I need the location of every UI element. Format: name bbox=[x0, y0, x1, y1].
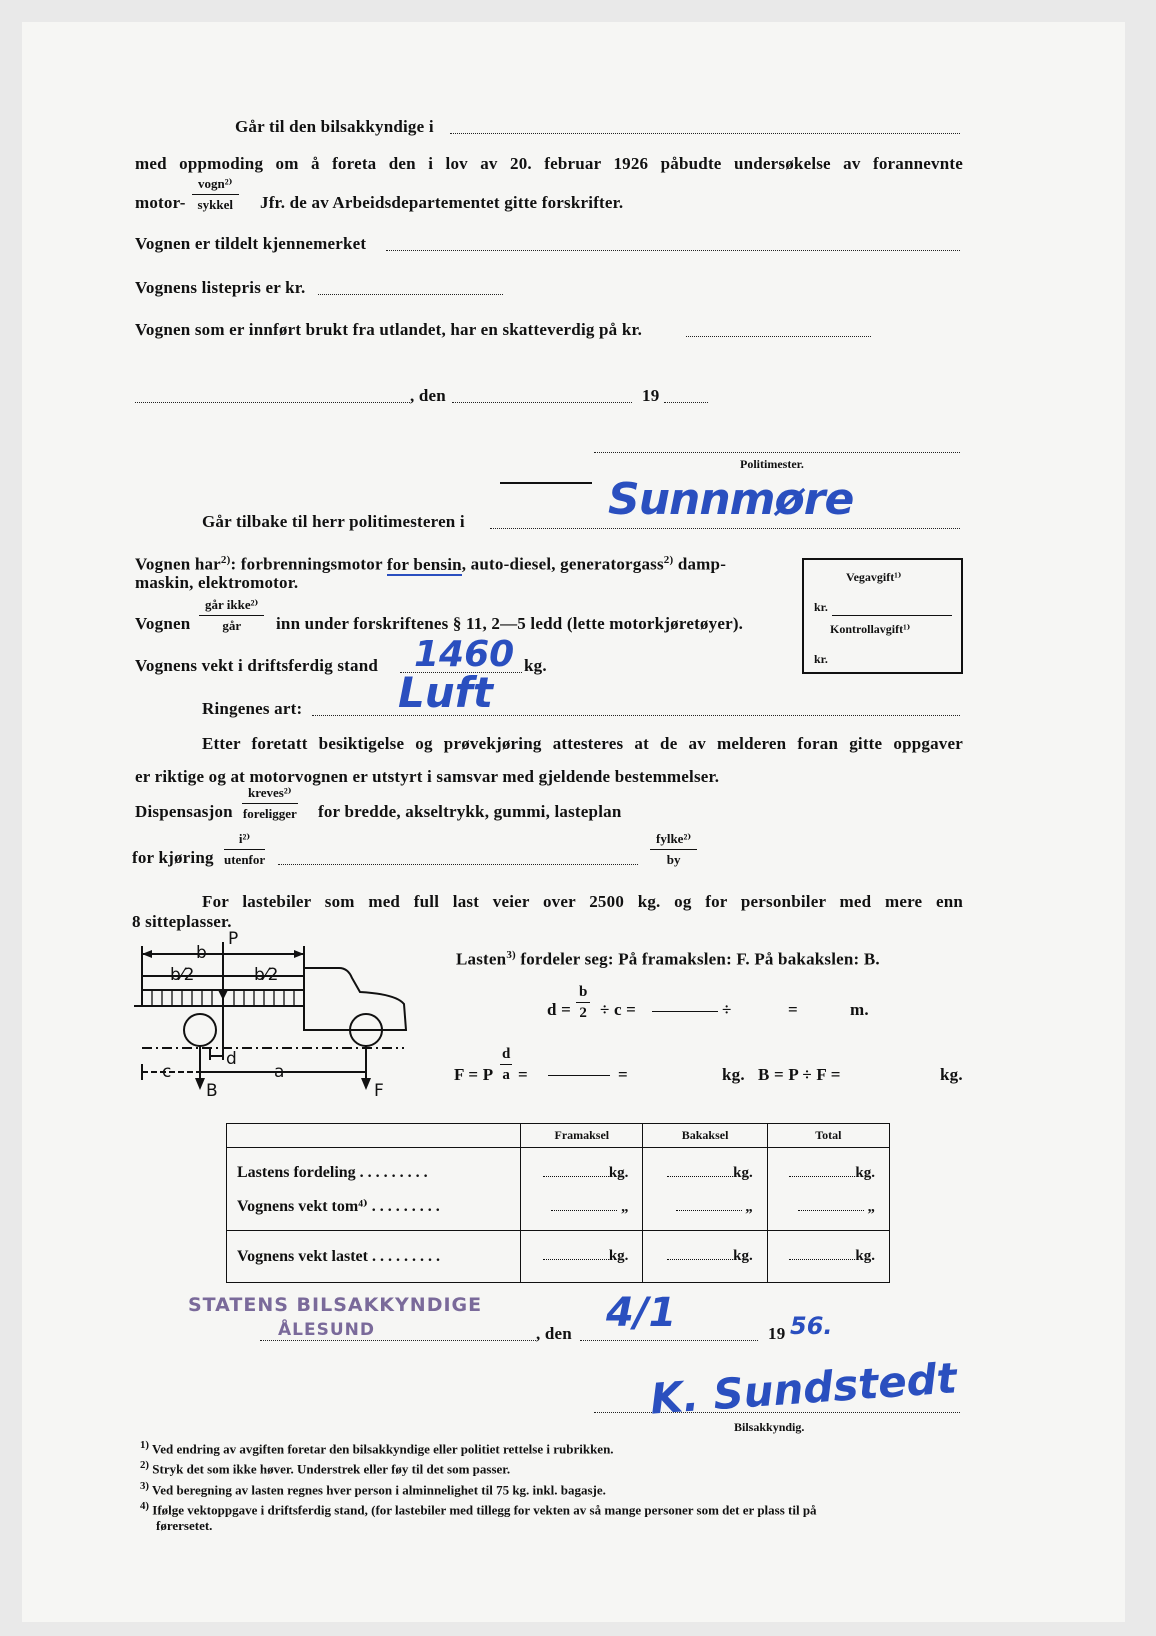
row-label-tom: Vognens vekt tom⁴⁾ . . . . . . . . . bbox=[237, 1197, 440, 1215]
label-a: a bbox=[274, 1062, 285, 1082]
dispensation-suffix: for bredde, akseltrykk, gummi, lasteplan bbox=[318, 802, 622, 821]
tyres-label: Ringenes art: bbox=[202, 699, 303, 718]
load-text-b: fordeler seg: På framakslen: F. På bakakslen: B. bbox=[515, 949, 880, 969]
handwritten-signature: K. Sundstedt bbox=[648, 1353, 959, 1424]
footnotes bbox=[140, 1437, 817, 1534]
closing-den-label: , den bbox=[536, 1324, 572, 1343]
label-d: d bbox=[226, 1049, 237, 1069]
closing-year-label: 19 bbox=[768, 1324, 786, 1343]
b-expression: B = P ÷ F = bbox=[758, 1065, 841, 1084]
f-eq2: = bbox=[618, 1065, 628, 1084]
goes-back-label: Går tilbake til herr politimesteren i bbox=[202, 512, 465, 531]
engine-text-c: , auto-diesel, generatorgass bbox=[461, 554, 664, 574]
trucks-line1: For lastebiler som med full last veier over 2500 kg. og for personbiler med mere enn bbox=[202, 892, 963, 911]
label-c: c bbox=[162, 1062, 172, 1082]
table-header-framaksel: Framaksel bbox=[521, 1124, 643, 1148]
row-label-lastens: Lastens fordeling . . . . . . . . . bbox=[237, 1163, 428, 1181]
vegavgift-kr: kr. bbox=[814, 600, 828, 614]
dispensation-fraction bbox=[242, 785, 298, 822]
fee-box bbox=[802, 558, 963, 674]
request-text: med oppmoding om å foreta den i lov av 20. februar 1926 påbudte undersøkelse av forannevnte bbox=[135, 154, 963, 173]
motor-fraction bbox=[192, 176, 239, 213]
closing-date-field[interactable] bbox=[580, 1340, 758, 1341]
cell-lastens-total[interactable]: kg. bbox=[768, 1156, 875, 1190]
col-framaksel-top[interactable] bbox=[521, 1147, 643, 1230]
rules-prefix: Vognen bbox=[135, 614, 191, 633]
goes-to-field[interactable] bbox=[450, 133, 960, 134]
load-sup: 3) bbox=[506, 949, 516, 961]
engine-text-a: Vognen har bbox=[135, 554, 221, 574]
footnote-1: $^{1)}$ Ved endring av avgiften foretar den bilsakkyndige eller politiet rettelse i rubrikken. bbox=[140, 1439, 614, 1457]
weight-label: Vognens vekt i driftsferdig stand bbox=[135, 656, 379, 675]
label-b: b bbox=[196, 943, 207, 963]
section-divider bbox=[500, 482, 592, 484]
driving-field[interactable] bbox=[278, 864, 638, 865]
handwritten-weight: 1460 bbox=[414, 634, 515, 675]
engine-underlined-option: for bensin bbox=[386, 554, 462, 574]
rules-fraction-bottom: går bbox=[222, 618, 242, 633]
col-total-top[interactable] bbox=[767, 1147, 889, 1230]
d-lhs: d = bbox=[547, 1000, 571, 1019]
handwritten-date: 4/1 bbox=[606, 1290, 677, 1336]
cell-lastens-bakaksel[interactable]: kg. bbox=[643, 1156, 752, 1190]
trucks-line2: 8 sitteplasser. bbox=[132, 912, 232, 931]
cell-tom-bakaksel[interactable]: „ bbox=[643, 1190, 752, 1224]
listprice-label: Vognens listepris er kr. bbox=[135, 278, 306, 297]
handwritten-place: Sunnmøre bbox=[608, 474, 854, 525]
politimester-label: Politimester. bbox=[740, 457, 804, 471]
import-field[interactable] bbox=[686, 336, 871, 337]
driving-fraction-top: i²⁾ bbox=[224, 831, 265, 850]
label-b-half-left: b⁄2 bbox=[170, 965, 195, 985]
year-field[interactable] bbox=[664, 402, 708, 403]
bilsakkyndig-label: Bilsakkyndig. bbox=[734, 1420, 805, 1434]
dispensation-fraction-top: kreves²⁾ bbox=[242, 785, 298, 804]
driving-prefix: for kjøring bbox=[132, 848, 214, 867]
import-label: Vognen som er innført brukt fra utlandet, har en skatteverdig på kr. bbox=[135, 320, 643, 339]
label-B: B bbox=[206, 1081, 218, 1096]
cell-tom-framaksel[interactable]: „ bbox=[521, 1190, 628, 1224]
f-fraction-top: d bbox=[500, 1046, 512, 1065]
engine-line2: maskin, elektromotor. bbox=[135, 573, 299, 592]
region-fraction-bottom: by bbox=[666, 852, 681, 867]
d-fraction-top: b bbox=[576, 984, 590, 1003]
driving-fraction bbox=[224, 831, 265, 868]
region-fraction-top: fylke²⁾ bbox=[650, 831, 697, 850]
d-eq: = bbox=[788, 1000, 798, 1019]
d-unit: m. bbox=[850, 1000, 869, 1019]
d-fraction-bottom: 2 bbox=[579, 1005, 587, 1021]
office-stamp-line1: STATENS BILSAKKYNDIGE bbox=[188, 1294, 483, 1316]
region-fraction bbox=[650, 831, 697, 868]
f-fraction bbox=[500, 1046, 512, 1084]
closing-place-field[interactable] bbox=[260, 1340, 536, 1341]
table-row-labels-top bbox=[227, 1147, 521, 1230]
axle-load-table bbox=[226, 1123, 890, 1283]
footnote-3: $^{3)}$ Ved beregning av lasten regnes hver person i alminnelighet til 75 kg. inkl. bagasje. bbox=[140, 1479, 606, 1497]
form-sheet bbox=[22, 22, 1125, 1622]
footnote-4: $^{4)}$ Ifølge vektoppgave i driftsferdig stand, (for lastebiler med tillegg for vekten av så mange personer som det er plass til på bbox=[140, 1499, 817, 1518]
d-fraction bbox=[576, 984, 590, 1022]
label-b-half-right: b⁄2 bbox=[254, 965, 279, 985]
kontrollavgift-label: Kontrollavgift¹⁾ bbox=[830, 622, 911, 636]
politimester-signature-field[interactable] bbox=[594, 452, 960, 453]
office-stamp-line2: ÅLESUND bbox=[278, 1320, 375, 1340]
rules-suffix: inn under forskriftenes § 11, 2—5 ledd (lette motorkjøretøyer). bbox=[276, 614, 744, 633]
plate-label: Vognen er tildelt kjennemerket bbox=[135, 234, 367, 253]
weight-unit: kg. bbox=[524, 656, 547, 675]
table-header-total: Total bbox=[767, 1124, 889, 1148]
b-arrow-head bbox=[195, 1078, 205, 1090]
driving-fraction-bottom: utenfor bbox=[224, 852, 266, 867]
table-header-bakaksel: Bakaksel bbox=[643, 1124, 767, 1148]
cell-lastet-bakaksel[interactable]: kg. bbox=[643, 1231, 767, 1283]
den-label: , den bbox=[410, 386, 446, 405]
rear-wheel bbox=[184, 1014, 216, 1046]
label-P: P bbox=[228, 930, 239, 949]
motor-prefix: motor- bbox=[135, 193, 186, 212]
attest-line1: Etter foretatt besiktigelse og prøvekjøring attesteres at de av melderen foran gitte oppgaver bbox=[202, 734, 963, 753]
plate-field[interactable] bbox=[386, 250, 960, 251]
f-lhs: F = P bbox=[454, 1065, 494, 1084]
rules-fraction-top: går ikke²⁾ bbox=[199, 597, 264, 616]
handwritten-tyres: Luft bbox=[398, 668, 494, 717]
f-blank[interactable] bbox=[548, 1075, 610, 1076]
d-minus: ÷ bbox=[722, 1000, 732, 1019]
d-blank-1[interactable] bbox=[652, 1011, 718, 1012]
p-arrow-head bbox=[218, 990, 228, 1000]
engine-line1 bbox=[135, 554, 726, 575]
d-rest: ÷ c = bbox=[600, 1000, 637, 1019]
footnote-4-cont: førersetet. bbox=[156, 1518, 213, 1534]
col-bakaksel-top[interactable] bbox=[643, 1147, 767, 1230]
truck-cab bbox=[304, 968, 406, 1030]
cell-lastens-framaksel[interactable]: kg. bbox=[521, 1156, 628, 1190]
motor-suffix: Jfr. de av Arbeidsdepartementet gitte forskrifter. bbox=[260, 193, 624, 212]
handwritten-year: 56. bbox=[790, 1312, 833, 1340]
date-field[interactable] bbox=[452, 402, 632, 403]
row-label-lastet: Vognens vekt lastet . . . . . . . . . bbox=[227, 1231, 521, 1283]
footnote-2: $^{2)}$ Stryk det som ikke høver. Understrek eller føy til det som passer. bbox=[140, 1459, 511, 1477]
f-eq1: = bbox=[518, 1065, 528, 1084]
cell-tom-total[interactable]: „ bbox=[768, 1190, 875, 1224]
label-F: F bbox=[374, 1081, 384, 1096]
motor-fraction-bottom: sykkel bbox=[197, 197, 233, 212]
goes-to-label: Går til den bilsakkyndige i bbox=[235, 117, 434, 136]
table-header-empty bbox=[227, 1124, 521, 1148]
f-arrow-head bbox=[361, 1078, 371, 1090]
dispensation-fraction-bottom: foreligger bbox=[242, 806, 297, 821]
dispensation-prefix: Dispensasjon bbox=[135, 802, 233, 821]
cell-lastet-total[interactable]: kg. bbox=[767, 1231, 889, 1283]
engine-sup: 2) bbox=[220, 554, 231, 566]
kontrollavgift-kr: kr. bbox=[814, 652, 828, 666]
listprice-field[interactable] bbox=[318, 294, 503, 295]
f-fraction-bottom: a bbox=[502, 1067, 510, 1083]
goes-back-field[interactable] bbox=[490, 528, 960, 529]
place-field[interactable] bbox=[135, 402, 410, 403]
engine-text-b: : forbrenningsmotor bbox=[230, 554, 383, 574]
motor-fraction-top: vogn²⁾ bbox=[192, 176, 239, 195]
f-kg: kg. bbox=[722, 1065, 745, 1084]
attest-line2: er riktige og at motorvognen er utstyrt i samsvar med gjeldende bestemmelser. bbox=[135, 767, 720, 786]
vegavgift-label: Vegavgift¹⁾ bbox=[846, 570, 902, 584]
fee-box-divider bbox=[832, 615, 952, 616]
engine-text-d: damp- bbox=[673, 554, 727, 574]
rules-fraction bbox=[199, 597, 264, 634]
year-label: 19 bbox=[642, 386, 660, 405]
engine-sup2: 2) bbox=[663, 554, 674, 566]
cell-lastet-framaksel[interactable]: kg. bbox=[521, 1231, 643, 1283]
load-distribution-line bbox=[456, 949, 880, 970]
load-text-a: Lasten bbox=[456, 949, 507, 969]
axle-load-diagram bbox=[134, 930, 424, 1096]
b-kg: kg. bbox=[940, 1065, 963, 1084]
